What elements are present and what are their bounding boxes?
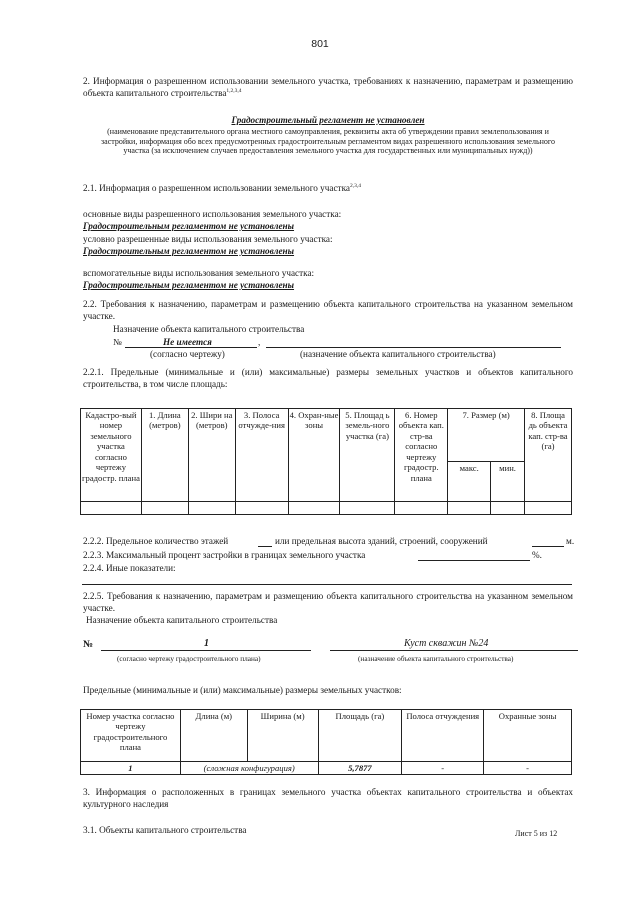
divider-line <box>82 584 572 585</box>
header-size: 7. Размер (м) <box>448 409 525 462</box>
height-label: или предельная высота зданий, строений, сооружений <box>275 536 488 546</box>
limits-cell-number: 1 <box>81 762 181 775</box>
limits-cell-area: 5,7877 <box>318 762 402 775</box>
limits-title: Предельные (минимальные и (или) максимальные) размеры земельных участков: <box>83 685 402 695</box>
caption-by-gp-drawing: (согласно чертежу градостроительного плана) <box>117 654 261 663</box>
height-unit: м. <box>566 536 575 546</box>
table-cell <box>491 502 525 515</box>
section-3-1-title: 3.1. Объекты капитального строительства <box>83 825 247 835</box>
limits-cell-config: (сложная конфигурация) <box>180 762 318 775</box>
table-cell <box>81 502 142 515</box>
table-cell <box>288 502 340 515</box>
table-cell <box>188 502 235 515</box>
purpose-label: Назначение объекта капитального строительства <box>113 324 305 334</box>
table-cell <box>395 502 448 515</box>
subheader-min: мин. <box>491 462 525 502</box>
percent-unit: %. <box>532 550 542 560</box>
table-cell <box>448 502 491 515</box>
page-number: 801 <box>311 38 329 50</box>
object-purpose-line-2 <box>330 638 578 651</box>
limits-header-exclusion: Полоса отчуждения <box>402 710 484 762</box>
header-width: 2. Шири на (метров) <box>188 409 235 502</box>
caption-purpose-2: (назначение объекта капитального строительства) <box>358 654 514 663</box>
table-row <box>81 762 572 775</box>
limits-cell-zones: - <box>484 762 572 775</box>
height-line <box>532 546 564 547</box>
header-cadastral: Кадастро-вый номер земельного участка согласно чертежу градостр. плана <box>81 409 142 502</box>
auxiliary-uses-value: Градостроительным регламентом не установлены <box>83 280 295 290</box>
object-number-line-2 <box>101 638 311 651</box>
number-sign-2: № <box>83 639 94 650</box>
header-object-number: 6. Номер объекта кап. стр-ва согласно чертежу градостр. плана <box>395 409 448 502</box>
object-purpose-value: Куст скважин №24 <box>404 638 489 649</box>
section-2-heading: 2. Информация о разрешенном использовании земельного участка, требованиях к назначению, параметрам и размещению объекта капитального строительства$^{1,2,3,4}$ <box>83 76 573 98</box>
number-sign: № <box>113 337 122 347</box>
limits-cell-exclusion: - <box>402 762 484 775</box>
conditional-uses-label: условно разрешенные виды использования земельного участка: <box>83 234 333 244</box>
header-plot-area: 5. Площад ь земель-ного участка (га) <box>340 409 395 502</box>
header-object-area: 8. Площа дь объекта кап. стр-ва (га) <box>525 409 572 502</box>
section-3-title: 3. Информация о расположенных в границах земельного участка объектах капитального строительства и объектах культурного наследия <box>83 787 573 809</box>
build-percent-label: 2.2.3. Максимальный процент застройки в границах земельного участка <box>83 550 366 560</box>
table-cell <box>141 502 188 515</box>
object-purpose-line <box>266 336 561 348</box>
auxiliary-uses-label: вспомогательные виды использования земельного участка: <box>83 268 315 278</box>
limits-header-area: Площадь (га) <box>318 710 402 762</box>
main-uses-value: Градостроительным регламентом не установлены <box>83 221 295 231</box>
subheader-max: макс. <box>448 462 491 502</box>
section-2-1-title: 2.1. Информация о разрешенном использовании земельного участка$^{2,3,4}$ <box>83 182 361 193</box>
object-number-line <box>125 336 257 348</box>
table-cell <box>235 502 288 515</box>
comma: , <box>258 337 261 347</box>
build-percent-line <box>418 560 530 561</box>
object-number-value: Не имеется <box>163 337 212 347</box>
sheet-number: Лист 5 из 12 <box>515 829 558 838</box>
header-length: 1. Длина (метров) <box>141 409 188 502</box>
limits-header-width: Ширина (м) <box>247 710 318 762</box>
reglament-caption: (наименование представительного органа местного самоуправления, реквизиты акта об утверждении правил землепользования и застройки, информация обо всех предусмотренных градостроительным регламентом видах разрешенного использования земельного участка (за исключением случаев предоставления земельного участка для государственных или муниципальных нужд)) <box>101 127 555 156</box>
dimensions-table <box>80 408 572 515</box>
section-2-2-title: 2.2. Требования к назначению, параметрам и размещению объекта капитального строительства на указанном земельном участке. <box>83 299 573 321</box>
limits-table <box>80 709 572 775</box>
floors-line <box>258 546 272 547</box>
conditional-uses-value: Градостроительным регламентом не установлены <box>83 246 295 256</box>
other-indicators-label: 2.2.4. Иные показатели: <box>83 563 176 573</box>
limits-header-number: Номер участка согласно чертежу градостроительного плана <box>81 710 181 762</box>
object-number-value-2: 1 <box>204 638 209 649</box>
floors-label: 2.2.2. Предельное количество этажей <box>83 536 229 546</box>
caption-purpose: (назначение объекта капитального строительства) <box>300 349 496 359</box>
header-protection-zones: 4. Охран-ные зоны <box>288 409 340 502</box>
limits-header-zones: Охранные зоны <box>484 710 572 762</box>
reglament-not-set: Градостроительный регламент не установлен <box>231 115 425 125</box>
table-cell <box>340 502 395 515</box>
header-exclusion-strip: 3. Полоса отчужде-ния <box>235 409 288 502</box>
section-2-2-1-title: 2.2.1. Предельные (минимальные и (или) максимальные) размеры земельных участков и объектов капитального строительства, в том числе площадь: <box>83 367 573 389</box>
table-cell <box>525 502 572 515</box>
purpose-label-2: Назначение объекта капитального строительства <box>86 615 278 625</box>
main-uses-label: основные виды разрешенного использования земельного участка: <box>83 209 342 219</box>
limits-header-length: Длина (м) <box>180 710 247 762</box>
section-2-2-5-title: 2.2.5. Требования к назначению, параметрам и размещению объекта капитального строительства на указанном земельном участке. <box>83 591 573 613</box>
caption-by-drawing: (согласно чертежу) <box>150 349 225 359</box>
